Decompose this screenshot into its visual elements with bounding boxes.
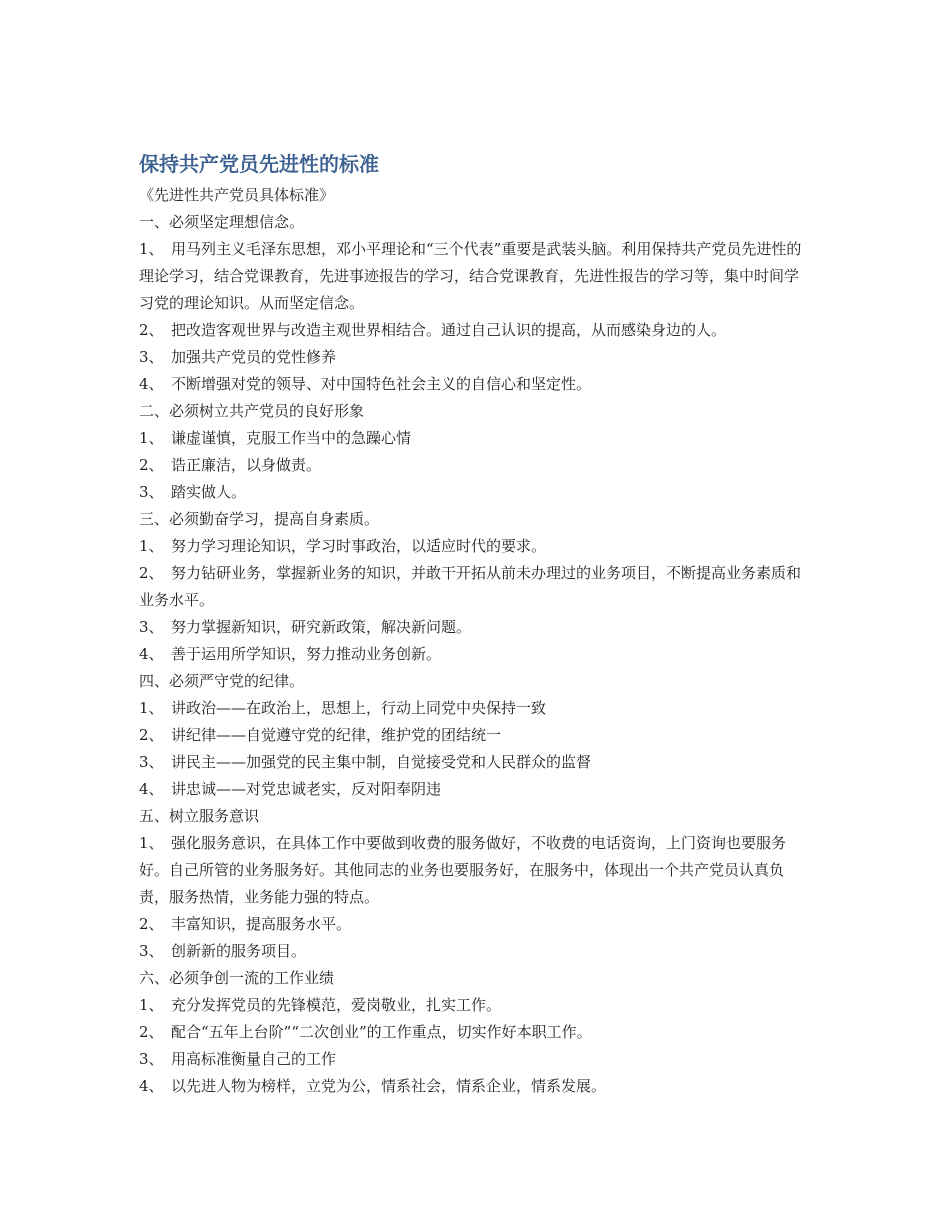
list-item-text: 讲纪律——自觉遵守党的纪律，维护党的团结统一 [171, 726, 502, 744]
list-item [139, 452, 811, 479]
list-item-number: 2、 [139, 564, 164, 582]
list-item-number: 4、 [139, 780, 164, 798]
list-item-number: 2、 [139, 1023, 164, 1041]
list-item-text: 努力钻研业务，掌握新业务的知识，并敢干开拓从前未办理过的业务项目，不断提高业务素质和业务水平。 [139, 564, 802, 609]
list-item-number: 3、 [139, 618, 164, 636]
list-item-number: 3、 [139, 1050, 164, 1068]
list-item-text: 以先进人物为榜样，立党为公，情系社会，情系企业，情系发展。 [171, 1077, 607, 1095]
list-item [139, 749, 811, 776]
list-item-text: 强化服务意识，在具体工作中要做到收费的服务做好，不收费的电话资询，上门资询也要服务好。自己所管的业务服务好。其他同志的业务也要服务好，在服务中，体现出一个共产党员认真负责，服务热情，业务能力强的特点。 [139, 834, 787, 906]
list-item-text: 讲政治——在政治上，思想上，行动上同党中央保持一致 [171, 699, 547, 717]
document-subtitle: 《先进性共产党员具体标准》 [139, 186, 335, 204]
list-item-number: 4、 [139, 1077, 164, 1095]
list-item [139, 776, 811, 803]
list-item [139, 911, 811, 938]
list-item-text: 踏实做人。 [171, 483, 247, 501]
list-item-text: 不断增强对党的领导、对中国特色社会主义的自信心和坚定性。 [171, 375, 592, 393]
list-item [139, 533, 811, 560]
list-item [139, 1073, 811, 1100]
list-item [139, 317, 811, 344]
list-item [139, 1046, 811, 1073]
list-item-number: 3、 [139, 753, 164, 771]
list-item-number: 2、 [139, 915, 164, 933]
list-item [139, 722, 811, 749]
list-item-number: 2、 [139, 726, 164, 744]
section-heading: 四、必须严守党的纪律。 [139, 672, 305, 690]
list-item [139, 641, 811, 668]
list-item [139, 236, 811, 317]
list-item-text: 讲民主——加强党的民主集中制，自觉接受党和人民群众的监督 [171, 753, 592, 771]
list-item-number: 3、 [139, 942, 164, 960]
list-item-text: 谦虚谨慎，克服工作当中的急躁心情 [171, 429, 412, 447]
list-item [139, 560, 811, 614]
list-item-number: 1、 [139, 996, 164, 1014]
list-item [139, 938, 811, 965]
list-item-number: 2、 [139, 321, 164, 339]
list-item-number: 1、 [139, 834, 164, 852]
list-item-number: 3、 [139, 483, 164, 501]
section-heading: 一、必须坚定理想信念。 [139, 213, 305, 231]
list-item-text: 加强共产党员的党性修养 [171, 348, 337, 366]
list-item-text: 用高标准衡量自己的工作 [171, 1050, 337, 1068]
list-item-text: 讲忠诚——对党忠诚老实，反对阳奉阴违 [171, 780, 442, 798]
list-item [139, 371, 811, 398]
list-item [139, 695, 811, 722]
list-item [139, 479, 811, 506]
list-item-text: 创新新的服务项目。 [171, 942, 307, 960]
list-item-number: 1、 [139, 240, 164, 258]
list-item-text: 努力学习理论知识，学习时事政治，以适应时代的要求。 [171, 537, 547, 555]
list-item [139, 614, 811, 641]
list-item-text: 诰正廉洁，以身做责。 [171, 456, 322, 474]
section-heading: 六、必须争创一流的工作业绩 [139, 969, 335, 987]
document-body [139, 209, 811, 1100]
list-item-text: 用马列主义毛泽东思想，邓小平理论和“三个代表”重要是武装头脑。利用保持共产党员先进性的理论学习，结合党课教育，先进事迹报告的学习，结合党课教育，先进性报告的学习等，集中时间学习党的理论知识。从而坚定信念。 [139, 240, 802, 312]
list-item-text: 充分发挥党员的先锋模范，爱岗敬业，扎实工作。 [171, 996, 502, 1014]
section-heading: 五、树立服务意识 [139, 807, 260, 825]
document-page [139, 150, 811, 1100]
section-heading: 三、必须勤奋学习，提高自身素质。 [139, 510, 380, 528]
list-item [139, 344, 811, 371]
list-item-text: 善于运用所学知识，努力推动业务创新。 [171, 645, 442, 663]
section-heading: 二、必须树立共产党员的良好形象 [139, 402, 365, 420]
document-title: 保持共产党员先进性的标准 [139, 152, 379, 176]
list-item-text: 努力掌握新知识，研究新政策，解决新问题。 [171, 618, 472, 636]
list-item [139, 992, 811, 1019]
list-item-number: 1、 [139, 699, 164, 717]
list-item-number: 3、 [139, 348, 164, 366]
list-item-text: 把改造客观世界与改造主观世界相结合。通过自己认识的提高，从而感染身边的人。 [171, 321, 727, 339]
list-item-number: 4、 [139, 645, 164, 663]
list-item [139, 425, 811, 452]
list-item-number: 2、 [139, 456, 164, 474]
list-item [139, 1019, 811, 1046]
list-item-number: 1、 [139, 537, 164, 555]
list-item-text: 丰富知识，提高服务水平。 [171, 915, 352, 933]
list-item-number: 4、 [139, 375, 164, 393]
list-item [139, 830, 811, 911]
list-item-text: 配合“五年上台阶”“二次创业”的工作重点，切实作好本职工作。 [171, 1023, 592, 1041]
list-item-number: 1、 [139, 429, 164, 447]
